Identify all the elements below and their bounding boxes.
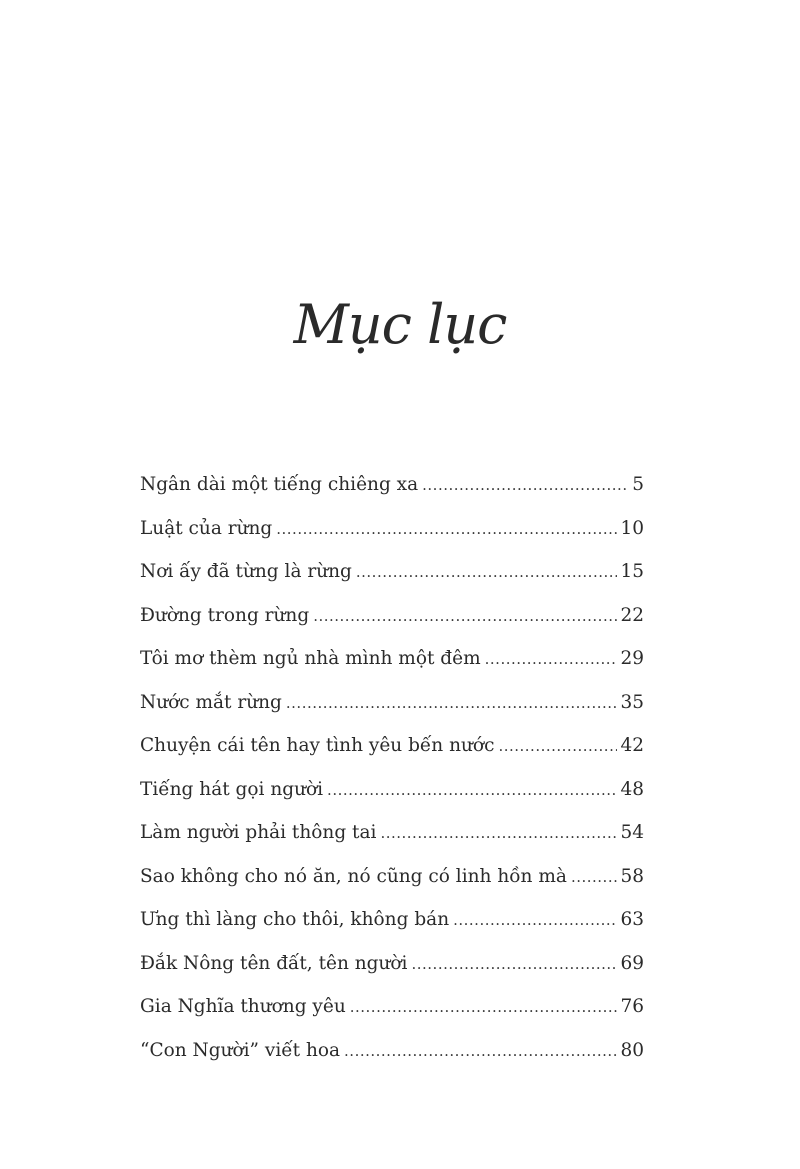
page-title: Mục lục <box>293 293 507 356</box>
toc-entry-title: “Con Người” viết hoa <box>140 1039 341 1061</box>
toc-page-number: 63 <box>620 909 644 930</box>
toc-entry[interactable] <box>112 985 644 1029</box>
toc-entry-title: Đường trong rừng <box>140 604 310 626</box>
toc-entry-title: Nước mắt rừng <box>140 691 282 713</box>
toc-entry-title: Đắk Nông tên đất, tên người <box>140 952 408 974</box>
toc-entry-title: Ưng thì làng cho thôi, không bán <box>140 909 450 930</box>
dot-leader <box>286 682 618 725</box>
toc-entry-title: Tôi mơ thèm ngủ nhà mình một đêm <box>140 648 481 669</box>
toc-entry[interactable] <box>112 507 644 551</box>
toc-entry[interactable] <box>112 855 644 899</box>
toc-page-number: 15 <box>620 561 644 582</box>
toc-entry[interactable] <box>112 594 644 638</box>
table-of-contents <box>112 463 644 1072</box>
toc-page-number: 5 <box>632 474 644 495</box>
dot-leader <box>411 943 617 986</box>
dot-leader <box>350 986 618 1029</box>
toc-entry[interactable] <box>112 681 644 725</box>
toc-entry[interactable] <box>112 898 644 942</box>
dot-leader <box>571 856 618 899</box>
toc-entry[interactable] <box>112 550 644 594</box>
toc-entry[interactable] <box>112 724 644 768</box>
dot-leader <box>380 812 617 855</box>
dot-leader <box>422 464 629 507</box>
toc-entry-title: Chuyện cái tên hay tình yêu bến nước <box>140 735 495 756</box>
toc-page-number: 80 <box>620 1039 644 1061</box>
toc-entry-title: Gia Nghĩa thương yêu <box>140 996 346 1017</box>
toc-entry-title: Sao không cho nó ăn, nó cũng có linh hồn mà <box>140 865 567 887</box>
toc-page-number: 58 <box>620 865 644 887</box>
toc-page-number: 42 <box>620 735 644 756</box>
toc-page-number: 29 <box>620 648 644 669</box>
toc-page-number: 54 <box>620 822 644 843</box>
toc-entry[interactable] <box>112 637 644 681</box>
toc-entry-title: Ngân dài một tiếng chiêng xa <box>140 474 419 495</box>
toc-entry-title: Làm người phải thông tai <box>140 822 377 843</box>
toc-entry-title: Tiếng hát gọi người <box>140 778 324 800</box>
toc-entry-title: Nơi ấy đã từng là rừng <box>140 561 352 582</box>
toc-page-number: 10 <box>620 517 644 539</box>
toc-page-number: 22 <box>620 604 644 626</box>
toc-page-number: 35 <box>620 691 644 713</box>
dot-leader <box>356 551 618 594</box>
dot-leader <box>276 508 617 551</box>
toc-page-number: 76 <box>620 996 644 1017</box>
toc-page-number: 69 <box>620 952 644 974</box>
toc-entry[interactable] <box>112 463 644 507</box>
dot-leader <box>498 725 617 768</box>
toc-entry[interactable] <box>112 811 644 855</box>
toc-entry[interactable] <box>112 1029 644 1073</box>
dot-leader <box>485 638 618 681</box>
toc-entry-title: Luật của rừng <box>140 517 273 539</box>
toc-entry[interactable] <box>112 768 644 812</box>
dot-leader <box>313 595 617 638</box>
toc-page-number: 48 <box>620 778 644 800</box>
dot-leader <box>344 1030 617 1073</box>
toc-entry[interactable] <box>112 942 644 986</box>
dot-leader <box>453 899 617 942</box>
dot-leader <box>327 769 617 812</box>
